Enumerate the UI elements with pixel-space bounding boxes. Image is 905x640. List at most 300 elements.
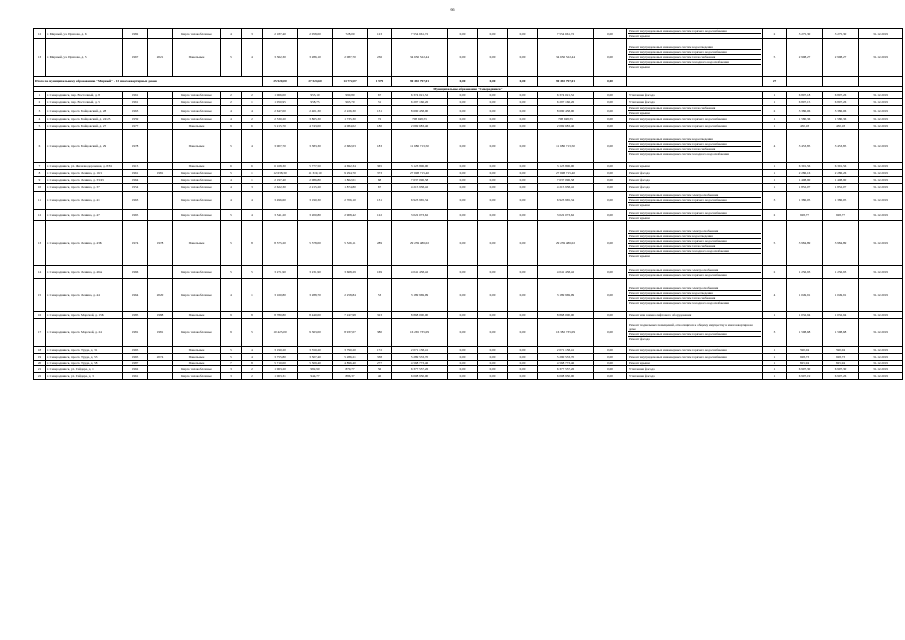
floors: 5	[221, 221, 242, 266]
year-built: 1961	[123, 91, 148, 98]
total-cost: 11 686 713,50	[392, 130, 448, 163]
floors: 6	[221, 163, 242, 170]
floors: 5	[221, 346, 242, 353]
year-reconstruction: 1978	[148, 221, 173, 266]
total-cost: 6 008 950,00	[392, 373, 448, 380]
federal-funds: 0,00	[448, 116, 478, 123]
max-unit-cost: 3 453,85	[823, 130, 859, 163]
federal-funds: 0,00	[448, 39, 478, 77]
federal-funds: 0,00	[448, 191, 478, 209]
floors: 5	[221, 170, 242, 177]
repair-works	[627, 311, 763, 318]
unit-cost: 1 386,05	[787, 191, 823, 209]
regional-funds: 0,00	[478, 184, 508, 191]
repair-work-item: Ремонт внутридомовых инженерных систем холодного водоснабжения	[629, 151, 729, 156]
regional-funds: 0,00	[478, 319, 508, 347]
wall-material: Кирп./ шлакоблочные	[173, 98, 221, 105]
living-area: 9 363,00	[298, 319, 333, 347]
total-empty	[823, 76, 859, 86]
repair-work-item: Ремонт фасада	[629, 171, 650, 176]
floors: 5	[221, 39, 242, 77]
floors: 5	[221, 130, 242, 163]
entrances: 1	[242, 177, 263, 184]
repair-works	[627, 266, 763, 279]
living-area: 2 401,30	[298, 105, 333, 115]
housing-repair-table	[33, 28, 903, 380]
max-unit-cost: 3 275,30	[823, 29, 859, 39]
owned-area: 4 896,40	[333, 360, 368, 365]
federal-funds: 0,00	[448, 319, 478, 347]
regional-funds: 0,00	[478, 373, 508, 380]
table-row	[34, 91, 903, 98]
owned-area: 1 862,01	[333, 177, 368, 184]
total-area: 2 187,40	[263, 29, 298, 39]
year-reconstruction	[148, 105, 173, 115]
living-area: 958,75	[298, 98, 333, 105]
municipal-funds: 0,00	[508, 170, 538, 177]
owner-funds: 3 189 969,99	[538, 279, 594, 312]
total-label: Итого по муниципальному образованию "Мирный" - 13 многоквартирных домов	[34, 76, 263, 86]
residents: 131	[368, 191, 392, 209]
row-number: 5	[34, 123, 46, 130]
repair-work-item: Ремонт внутридомовых инженерных систем электроснабжения	[628, 229, 761, 234]
max-unit-cost: 1 408,90	[823, 177, 859, 184]
owner-funds: 6 377 557,26	[538, 365, 594, 372]
regional-funds: 0,00	[478, 266, 508, 279]
owner-funds: 8 868 000,00	[538, 311, 594, 318]
year-built: 1978	[123, 130, 148, 163]
floors: 4	[221, 191, 242, 209]
residents: 67	[368, 184, 392, 191]
repair-work-item: Ремонт крыши	[629, 360, 650, 365]
residents: 46	[368, 373, 392, 380]
work-count: 5	[763, 39, 787, 77]
entrances: 2	[242, 91, 263, 98]
repair-works	[627, 221, 763, 266]
wall-material: Панельные	[173, 311, 221, 318]
owned-area: 990,80	[333, 91, 368, 98]
total-f3: 0,00	[508, 76, 538, 86]
table-row	[34, 373, 903, 380]
other-funds: 0,00	[594, 360, 627, 365]
wall-material: Панельные	[173, 39, 221, 77]
unit-cost: 3 275,30	[787, 29, 823, 39]
table-row	[34, 130, 903, 163]
row-number: 12	[34, 29, 46, 39]
entrances: 6	[242, 123, 263, 130]
table-row	[34, 221, 903, 266]
floors: 2	[221, 91, 242, 98]
unit-cost: 1 032,94	[787, 311, 823, 318]
residents: 183	[368, 130, 392, 163]
repair-work-item: Ремонт внутридомовых инженерных систем горячего водоснабжения	[628, 211, 761, 216]
work-count: 4	[763, 279, 787, 312]
total-area: 3 007,70	[263, 130, 298, 163]
living-area: 3 507,40	[298, 353, 333, 360]
municipal-funds: 0,00	[508, 353, 538, 360]
living-area: 5 578,00	[298, 221, 333, 266]
regional-funds: 0,00	[478, 353, 508, 360]
unit-cost: 928,77	[787, 209, 823, 220]
living-area: 3 200,80	[298, 209, 333, 220]
entrances: 4	[242, 105, 263, 115]
max-unit-cost: 590,04	[823, 346, 859, 353]
residents: 236	[368, 39, 392, 77]
entrances: 3	[242, 184, 263, 191]
work-count: 2	[763, 29, 787, 39]
unit-cost: 1 580,36	[787, 116, 823, 123]
owned-area: 5 286,21	[333, 353, 368, 360]
row-number: 11	[34, 191, 46, 209]
floors: 5	[221, 353, 242, 360]
row-number: 10	[34, 184, 46, 191]
total-f4: 0,00	[594, 76, 627, 86]
total-cnt: 27	[763, 76, 787, 86]
owned-area: 886,37	[333, 373, 368, 380]
year-built: 1965	[123, 353, 148, 360]
repair-work-item: Ремонт внутридомовых инженерных систем электроснабжения	[628, 286, 761, 291]
living-area: 3 286,10	[298, 39, 333, 77]
owned-area: 2 226,30	[333, 105, 368, 115]
owner-funds: 11 686 713,50	[538, 130, 594, 163]
row-number: 1	[34, 91, 46, 98]
unit-cost: 3 984,89	[787, 221, 823, 266]
repair-work-item: Ремонт крыши	[629, 253, 650, 258]
regional-funds: 0,00	[478, 177, 508, 184]
residents: 338	[368, 353, 392, 360]
municipal-funds: 0,00	[508, 91, 538, 98]
total-area: 2 197,40	[263, 177, 298, 184]
municipal-funds: 0,00	[508, 98, 538, 105]
floors: 9	[221, 311, 242, 318]
year-reconstruction	[148, 116, 173, 123]
federal-funds: 0,00	[448, 311, 478, 318]
repair-works	[627, 116, 763, 123]
year-built: 1965	[123, 209, 148, 220]
table-row	[34, 170, 903, 177]
total-cost: 4 215 958,42	[392, 184, 448, 191]
entrances: 4	[242, 209, 263, 220]
repair-work-item: Ремонт внутридомовых инженерных систем водоотведения	[628, 291, 761, 296]
repair-work-item: Ремонт внутридомовых инженерных систем горячего водоснабжения	[629, 354, 727, 359]
work-count: 1	[763, 311, 787, 318]
repair-work-item: Утепление фасада	[629, 99, 655, 104]
other-funds: 0,00	[594, 39, 627, 77]
wall-material: Панельные	[173, 360, 221, 365]
total-area: 5 215,70	[263, 123, 298, 130]
table-row	[34, 266, 903, 279]
completion-date: 31.12.2019	[859, 365, 903, 372]
owned-area: 963,70	[333, 98, 368, 105]
total-area: 3 755,80	[263, 353, 298, 360]
row-number: 15	[34, 279, 46, 312]
floors: 5	[221, 209, 242, 220]
wall-material: Кирп./ шлакоблочные	[173, 116, 221, 123]
completion-date: 31.12.2019	[859, 191, 903, 209]
entrances: 1	[242, 170, 263, 177]
residents: 380	[368, 319, 392, 347]
other-funds: 0,00	[594, 91, 627, 98]
address: г. Северодвинск, просп. Морской, д. 24	[46, 319, 123, 347]
total-cost: 4 041 458,42	[392, 266, 448, 279]
row-number: 13	[34, 221, 46, 266]
total-area: 1 066,00	[263, 91, 298, 98]
other-funds: 0,00	[594, 116, 627, 123]
repair-work-item: Ремонт внутридомовых инженерных систем горячего водоснабжения	[628, 142, 761, 147]
repair-works	[627, 353, 763, 360]
floors: 3	[221, 373, 242, 380]
completion-date: 31.12.2019	[859, 221, 903, 266]
total-area: 12 638,30	[263, 170, 298, 177]
address: г. Северодвинск, просп. Ленина, д. 16/1	[46, 170, 123, 177]
unit-cost: 928,73	[787, 353, 823, 360]
entrances: 2	[242, 373, 263, 380]
address: г. Северодвинск, просп. Ленина, д. 44	[46, 279, 123, 312]
page-number: 66	[450, 7, 455, 12]
total-cost: 6 923 965,34	[392, 191, 448, 209]
year-reconstruction	[148, 163, 173, 170]
repair-work-item: Ремонт или замена лифтового оборудования	[629, 312, 692, 317]
address: г. Мирный, ул. Призова, д. 6	[46, 29, 123, 39]
municipal-funds: 0,00	[508, 123, 538, 130]
repair-work-item: Ремонт фасада	[629, 178, 650, 183]
entrances: 8	[242, 311, 263, 318]
owned-area: 3 790,20	[333, 346, 368, 353]
regional-funds: 0,00	[478, 105, 508, 115]
total-cost: 2 071 158,41	[392, 346, 448, 353]
regional-funds: 0,00	[478, 98, 508, 105]
unit-cost: 6 391,56	[787, 163, 823, 170]
year-reconstruction: 2020	[148, 279, 173, 312]
owner-funds: 3 123 806,00	[538, 163, 594, 170]
owner-funds: 6 008 950,00	[538, 373, 594, 380]
repair-work-item: Утепление фасада	[629, 374, 655, 379]
total-f2: 0,00	[478, 76, 508, 86]
total-area: 5 710,00	[263, 360, 298, 365]
unit-cost: 430,18	[787, 123, 823, 130]
max-unit-cost: 2 286,26	[823, 170, 859, 177]
max-unit-cost: 6 907,30	[823, 365, 859, 372]
year-built: 1974	[123, 221, 148, 266]
repair-works	[627, 346, 763, 353]
completion-date: 31.12.2019	[859, 209, 903, 220]
federal-funds: 0,00	[448, 373, 478, 380]
year-reconstruction	[148, 373, 173, 380]
repair-work-item: Ремонт внутридомовых инженерных систем теплоснабжения	[628, 244, 761, 249]
regional-funds: 0,00	[478, 163, 508, 170]
municipal-funds: 0,00	[508, 29, 538, 39]
max-unit-cost: 3 386,06	[823, 105, 859, 115]
repair-works	[627, 123, 763, 130]
completion-date: 31.12.2019	[859, 130, 903, 163]
max-unit-cost: 6 907,26	[823, 373, 859, 380]
repair-work-item: Ремонт внутридомовых инженерных систем горячего водоснабжения	[628, 50, 761, 55]
entrances: 4	[242, 130, 263, 163]
address: г. Северодвинск, просп. Труда, д. 53	[46, 353, 123, 360]
repair-work-item: Ремонт внутридомовых инженерных систем водоотведения	[628, 234, 761, 239]
residents: 180	[368, 123, 392, 130]
municipal-funds: 0,00	[508, 279, 538, 312]
unit-cost: 1 256,93	[787, 266, 823, 279]
regional-funds: 0,00	[478, 209, 508, 220]
living-area: 982,90	[298, 365, 333, 372]
completion-date: 31.12.2019	[859, 266, 903, 279]
repair-work-item: Ремонт подвальных помещений, относящихся к общему имуществу в многоквартирном доме	[628, 323, 761, 332]
total-cost: 2 069 683,46	[392, 123, 448, 130]
year-reconstruction	[148, 177, 173, 184]
address: г. Северодвинск, просп. Ленина, д. 37	[46, 184, 123, 191]
repair-works	[627, 373, 763, 380]
address: г. Северодвинск, просп. Бойцовский, д. 28	[46, 105, 123, 115]
regional-funds: 0,00	[478, 130, 508, 163]
unit-cost: 6 807,18	[787, 91, 823, 98]
total-area: 1 063,20	[263, 365, 298, 372]
entrances: 3	[242, 29, 263, 39]
living-area: 2 215,20	[298, 184, 333, 191]
max-unit-cost: 6 391,56	[823, 163, 859, 170]
year-built: 1977	[123, 123, 148, 130]
total-area: 3 362,30	[263, 39, 298, 77]
other-funds: 0,00	[594, 105, 627, 115]
owned-area: 2 706,10	[333, 191, 368, 209]
owner-funds: 34 656 522,44	[538, 39, 594, 77]
other-funds: 0,00	[594, 123, 627, 130]
floors: 4	[221, 279, 242, 312]
wall-material: Кирп./ шлакоблочные	[173, 319, 221, 347]
max-unit-cost: 1 852,07	[823, 184, 859, 191]
completion-date: 31.12.2019	[859, 177, 903, 184]
table-row	[34, 346, 903, 353]
repair-work-item: Ремонт внутридомовых инженерных систем горячего водоснабжения	[628, 239, 761, 244]
total-cost: 6 297 166,26	[392, 98, 448, 105]
residents: 365	[368, 163, 392, 170]
residents: 122	[368, 209, 392, 220]
entrances: 4	[242, 191, 263, 209]
total-cost: 16 265 735,09	[392, 319, 448, 347]
total-cost: 7 554 661,72	[392, 29, 448, 39]
work-count: 1	[763, 365, 787, 372]
total-cost: 3 189 969,99	[392, 279, 448, 312]
table-row	[34, 191, 903, 209]
max-unit-cost: 1 032,94	[823, 311, 859, 318]
total-own: 90 492 797,01	[538, 76, 594, 86]
work-count: 1	[763, 184, 787, 191]
wall-material: Кирп./ шлакоблочные	[173, 279, 221, 312]
other-funds: 0,00	[594, 311, 627, 318]
table-row	[34, 116, 903, 123]
total-area: 1 050,95	[263, 98, 298, 105]
floors: 4	[221, 116, 242, 123]
entrances: 2	[242, 365, 263, 372]
federal-funds: 0,00	[448, 170, 478, 177]
total-area: 3 541,20	[263, 209, 298, 220]
repair-work-item: Ремонт крыши	[629, 65, 650, 70]
owned-area: 2 908,42	[333, 209, 368, 220]
owned-area: 2 087,70	[333, 39, 368, 77]
total-area: 2 530,20	[263, 116, 298, 123]
floors: 9	[221, 319, 242, 347]
wall-material: Кирп./ шлакоблочные	[173, 184, 221, 191]
living-area: 3 231,90	[298, 266, 333, 279]
total-res: 1 979	[368, 76, 392, 86]
address: г. Северодвинск, просп. Ленина, д. 41	[46, 191, 123, 209]
federal-funds: 0,00	[448, 29, 478, 39]
wall-material: Кирп./ шлакоблочные	[173, 373, 221, 380]
other-funds: 0,00	[594, 319, 627, 347]
address: г. Северодвинск, ул. Железнодорожная, д. 8/81	[46, 163, 123, 170]
year-reconstruction	[148, 266, 173, 279]
owned-area: 3 668,29	[333, 266, 368, 279]
year-built: 1966	[123, 266, 148, 279]
completion-date: 31.12.2019	[859, 39, 903, 77]
entrances: 4	[242, 39, 263, 77]
row-number: 13	[34, 39, 46, 77]
regional-funds: 0,00	[478, 365, 508, 372]
year-reconstruction	[148, 209, 173, 220]
year-built: 1954	[123, 184, 148, 191]
regional-funds: 0,00	[478, 39, 508, 77]
repair-work-item: Ремонт внутридомовых инженерных систем горячего водоснабжения	[628, 198, 761, 203]
year-built: 1981	[123, 319, 148, 347]
table-row	[34, 123, 903, 130]
repair-work-item: Ремонт крыши	[629, 164, 650, 169]
owner-funds: 4 041 458,42	[538, 266, 594, 279]
total-area: 6 168,30	[263, 163, 298, 170]
repair-work-item: Ремонт крыши	[629, 111, 650, 116]
address: г. Северодвинск, пер. Восточный, д. 5	[46, 98, 123, 105]
unit-cost: 3 386,06	[787, 105, 823, 115]
total-area: 1 063,31	[263, 373, 298, 380]
completion-date: 31.12.2019	[859, 311, 903, 318]
federal-funds: 0,00	[448, 123, 478, 130]
repair-work-item: Ремонт внутридомовых инженерных систем теплоснабжения	[628, 106, 761, 111]
regional-funds: 0,00	[478, 191, 508, 209]
completion-date: 31.12.2019	[859, 98, 903, 105]
total-cost: 6 377 557,26	[392, 365, 448, 372]
address: г. Северодвинск, ул. Гайдара, д. 3	[46, 373, 123, 380]
row-number: 20	[34, 360, 46, 365]
repair-work-item: Ремонт внутридомовых инженерных систем холодного водоснабжения	[628, 60, 761, 65]
unit-cost: 590,04	[787, 346, 823, 353]
entrances: 1	[242, 98, 263, 105]
total-works	[627, 76, 763, 86]
work-count: 2	[763, 105, 787, 115]
year-built: 1987	[123, 360, 148, 365]
municipal-funds: 0,00	[508, 191, 538, 209]
repair-work-item: Ремонт внутридомовых инженерных систем водоотведения	[628, 45, 761, 50]
repair-work-item: Ремонт внутридомовых инженерных систем теплоснабжения	[628, 147, 761, 152]
completion-date: 31.12.2019	[859, 184, 903, 191]
municipality-label: Муниципальное образование "Северодвинск"	[34, 86, 903, 91]
residents: 131	[368, 105, 392, 115]
unit-cost: 1 408,90	[787, 177, 823, 184]
residents: 56	[368, 365, 392, 372]
work-count: 2	[763, 266, 787, 279]
repair-work-item: Ремонт внутридомовых инженерных систем водоотведения	[628, 137, 761, 142]
federal-funds: 0,00	[448, 365, 478, 372]
living-area: 2 058,00	[298, 29, 333, 39]
other-funds: 0,00	[594, 266, 627, 279]
total-a2: 27 524,60	[298, 76, 333, 86]
max-unit-cost: 1 049,91	[823, 279, 859, 312]
living-area: 953,10	[298, 91, 333, 98]
row-number: 8	[34, 170, 46, 177]
work-count: 1	[763, 91, 787, 98]
repair-work-item: Утепление фасада	[629, 92, 655, 97]
owned-area: 1 874,80	[333, 184, 368, 191]
address: г. Северодвинск, просп. Ленина, д. 43Б	[46, 221, 123, 266]
federal-funds: 0,00	[448, 279, 478, 312]
